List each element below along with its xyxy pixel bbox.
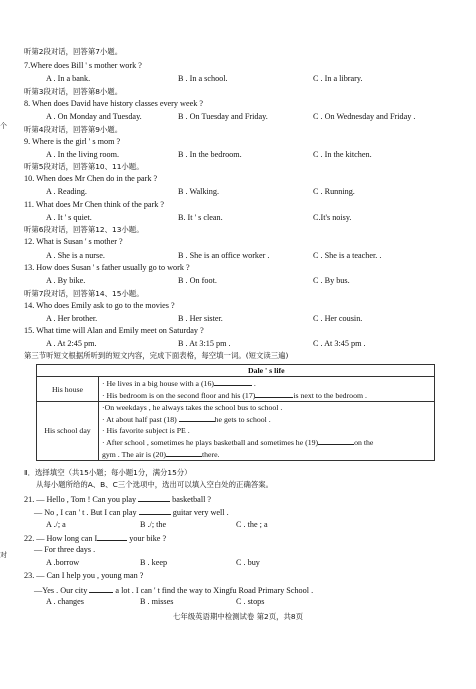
option-b: B . On Tuesday and Friday. [178,112,268,121]
row-label-house: His house [37,377,99,402]
school-day-cell: ·On weekdays , he always takes the school bus to school . · At about half past (18) he gets to school . · His favorite subject is PE . · After school , sometimes he plays basketball and sometimes he (19) on the gym . The air is (20) there. [99,402,435,461]
question-11: 11. What does Mr Chen think of the park ? [24,200,165,209]
option-a: A .borrow [46,558,80,567]
option-b: B. It ' s clean. [178,213,223,222]
option-c: C . In the kitchen. [313,150,372,159]
option-a: A ./; a [46,520,66,529]
option-a: A . She is a nurse. [46,251,105,260]
option-a: A . It ' s quiet. [46,213,92,222]
option-c: C . stops [236,597,265,606]
option-c: C . In a library. [313,74,363,83]
part-2-title: Ⅱ．选择填空（共15小题；每小题1分，满分15分） [24,468,192,477]
option-a: A . On Monday and Tuesday. [46,112,142,121]
option-c: C . On Wednesday and Friday . [313,112,416,121]
house-cell: · He lives in a big house with a (16) . · His bedroom is on the second floor and his (17) is next to the bedroom . [99,377,435,402]
margin-mark: 个 [0,122,7,130]
option-c: C . She is a teacher. . [313,251,382,260]
option-a: A . In a bank. [46,74,91,83]
instruction-line: 听第7段对话，回答第14、15小题。 [24,289,144,298]
instruction-line: 听第4段对话，回答第9小题。 [24,125,123,134]
instruction-line: 听第5段对话，回答第10、11小题。 [24,162,144,171]
option-a: A . changes [46,597,84,606]
option-c: C . Running. [313,187,355,196]
answer-blank[interactable] [138,493,170,502]
instruction-line: 听第3段对话，回答第8小题。 [24,87,123,96]
question-15: 15. What time will Alan and Emily meet on Saturday ? [24,326,204,335]
option-b: B . Walking. [178,187,220,196]
question-10: 10. When does Mr Chen do in the park ? [24,174,158,183]
question-12: 12. What is Susan ' s mother ? [24,237,123,246]
option-c: C.It's noisy. [313,213,352,222]
option-b: B . At 3:15 pm . [178,339,231,348]
option-b: B . In the bedroom. [178,150,242,159]
question-8: 8. When does David have history classes every week ? [24,99,204,108]
option-c: C . the ; a [236,520,268,529]
question-13: 13. How does Susan ' s father usually go to work ? [24,263,190,272]
question-23: 23. — Can I help you , young man ? [24,571,144,580]
option-a: A . By bike. [46,276,86,285]
option-b: B . In a school. [178,74,228,83]
row-label-school-day: His school day [37,402,99,461]
option-b: B . Her sister. [178,314,223,323]
option-c: C . buy [236,558,260,567]
option-b: B . She is an office worker . [178,251,270,260]
blank-19[interactable] [318,436,354,445]
option-a: A . Her brother. [46,314,98,323]
question-14: 14. Who does Emily ask to go to the movies ? [24,301,175,310]
blank-17[interactable] [255,389,293,398]
question-9: 9. Where is the girl ' s mom ? [24,137,121,146]
margin-mark: 对 [0,551,7,559]
blank-20[interactable] [166,448,202,457]
option-c: C . At 3:45 pm . [313,339,366,348]
instruction-line: 听第6段对话，回答第12、13小题。 [24,225,144,234]
question-23-reply: —Yes . Our city a lot . I can ' t find the way to Xingfu Road Primary School . [34,586,314,595]
question-21-reply: — No , I can ' t . But I can play guitar very well . [34,508,229,517]
answer-blank[interactable] [97,532,127,541]
question-7: 7.Where does Bill ' s mother work ? [24,61,142,70]
blank-18[interactable] [179,413,215,422]
option-b: B . keep [140,558,168,567]
blank-16[interactable] [214,377,252,386]
answer-blank[interactable] [89,584,113,593]
section-3-instruction: 第三节听短文根据所听到的短文内容，完成下面表格，每空填一词。(短文读三遍) [24,351,289,360]
option-a: A . Reading. [46,187,87,196]
option-b: B . On foot. [178,276,217,285]
table-title: Dale ' s life [99,365,435,377]
option-a: A . In the living room. [46,150,119,159]
question-22: 22. — How long can I your bike ? [24,534,167,543]
page-footer: 七年级英语期中检测试卷 第2页，共8页 [172,612,303,621]
question-22-reply: — For three days . [34,545,96,554]
question-21: 21. — Hello , Tom ! Can you play basketball ? [24,495,212,504]
instruction-line: 听第2段对话，回答第7小题。 [24,47,123,56]
option-c: C . Her cousin. [313,314,363,323]
option-b: B ./; the [140,520,167,529]
dale-life-table [36,364,435,461]
option-b: B . misses [140,597,174,606]
option-a: A . At 2:45 pm. [46,339,97,348]
answer-blank[interactable] [139,506,171,515]
option-c: C . By bus. [313,276,350,285]
part-2-instruction: 从每小题所给的A、B、C三个选项中，选出可以填入空白处的正确答案。 [36,480,274,489]
